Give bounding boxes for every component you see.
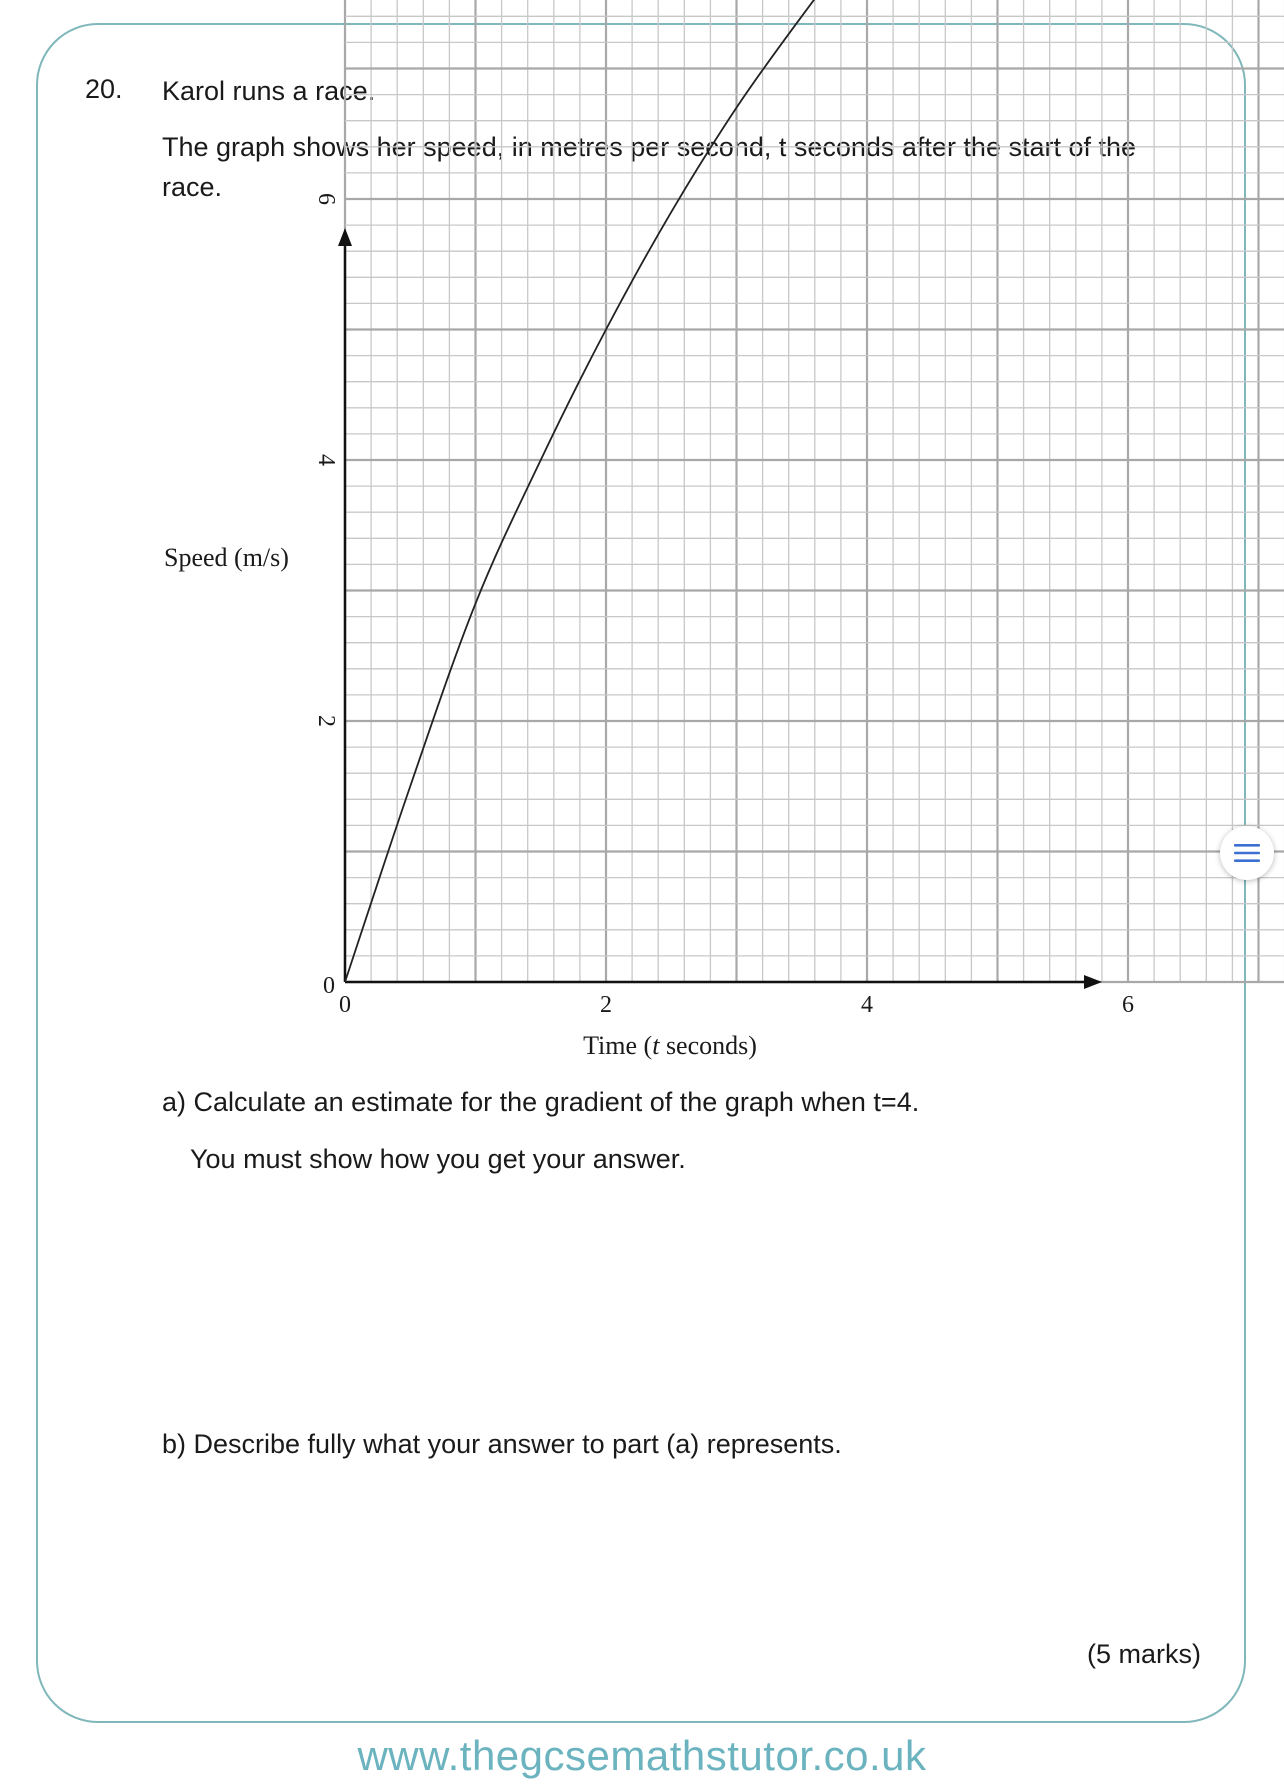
x-tick-label: 2 xyxy=(600,992,612,1018)
part-b-question: b) Describe fully what your answer to part (a) represents. xyxy=(162,1429,842,1459)
footer-website[interactable]: www.thegcsemathstutor.co.uk xyxy=(357,1732,927,1779)
x-axis-label-suffix: seconds) xyxy=(659,1031,757,1060)
part-a-question: a) Calculate an estimate for the gradient of the graph when t=4. xyxy=(162,1087,920,1117)
y-axis-label: Speed (m/s) xyxy=(164,543,289,572)
question-number: 20. xyxy=(85,74,123,104)
x-axis-label xyxy=(583,1031,757,1060)
y-tick-label: 0 xyxy=(323,973,335,999)
x-axis-label-var: t xyxy=(652,1031,660,1060)
x-axis-arrow xyxy=(1084,975,1102,989)
chart-axes xyxy=(338,228,1102,989)
y-tick-label: 6 xyxy=(313,193,339,205)
question-stem-line1: Karol runs a race. xyxy=(162,76,376,106)
chart-grid xyxy=(345,0,1284,982)
y-tick-label: 4 xyxy=(313,454,339,466)
part-a-instruction: You must show how you get your answer. xyxy=(190,1144,686,1174)
x-axis-label-prefix: Time ( xyxy=(583,1031,653,1060)
hamburger-menu-icon xyxy=(1234,842,1260,864)
menu-button[interactable] xyxy=(1220,826,1274,880)
marks-label: (5 marks) xyxy=(1087,1639,1201,1669)
question-stem-line2: The graph shows her speed, in metres per second, t seconds after the start of the race. xyxy=(162,132,1137,202)
x-tick-label: 0 xyxy=(339,992,351,1018)
chart-tick-labels xyxy=(311,0,1284,1018)
y-axis-arrow xyxy=(338,228,352,246)
x-tick-label: 6 xyxy=(1122,992,1134,1018)
x-tick-label: 4 xyxy=(861,992,873,1018)
y-tick-label: 2 xyxy=(313,715,339,727)
